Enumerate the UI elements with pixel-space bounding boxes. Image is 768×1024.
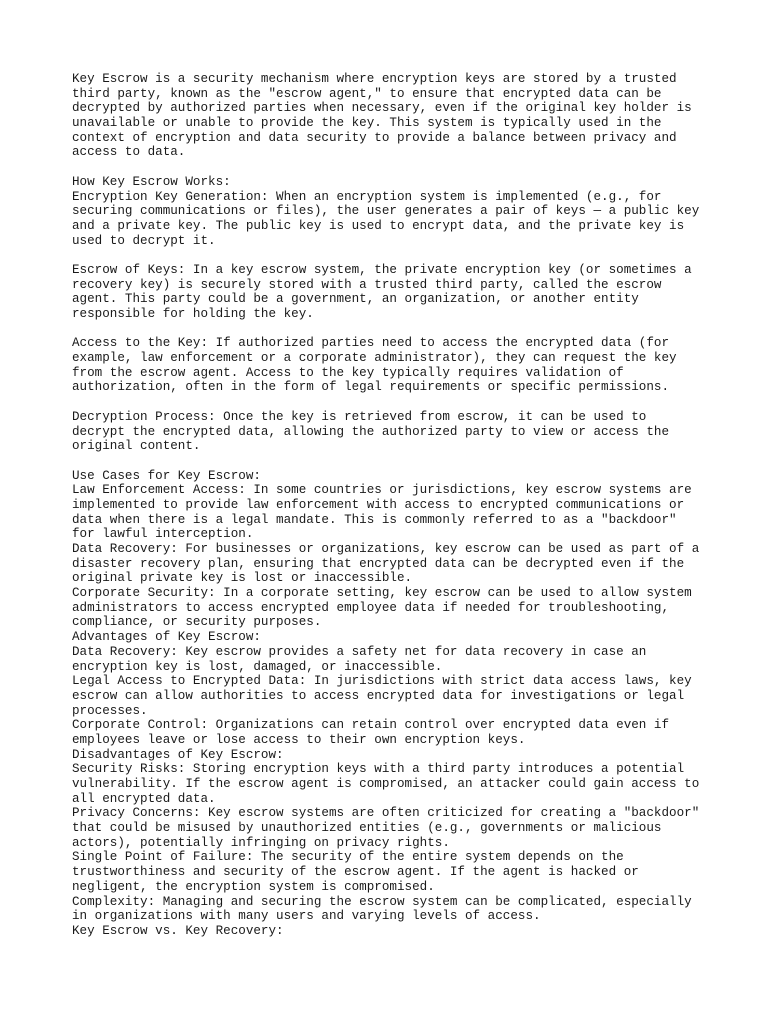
text-line: implemented to provide law enforcement with access to encrypted communications or [72,497,685,512]
text-line: disaster recovery plan, ensuring that encrypted data can be decrypted even if the [72,556,685,571]
text-line: Use Cases for Key Escrow: [72,468,261,483]
text-line: trustworthiness and security of the escrow agent. If the agent is hacked or [72,865,639,880]
text-line: for lawful interception. [72,527,254,542]
text-line: and a private key. The public key is used to encrypt data, and the private key is [72,218,685,233]
blank-line [72,322,712,337]
text-line: Legal Access to Encrypted Data: In jurisdictions with strict data access laws, key [72,674,692,689]
blank-line [72,248,712,263]
blank-line [72,454,712,469]
text-line: encryption key is lost, damaged, or inaccessible. [72,659,443,674]
text-line: that could be misused by unauthorized entities (e.g., governments or malicious [72,821,662,836]
text-line: Key Escrow is a security mechanism where encryption keys are stored by a trusted [72,72,677,86]
text-line: Advantages of Key Escrow: [72,630,261,645]
text-line: from the escrow agent. Access to the key typically requires validation of [72,365,624,380]
text-line: Security Risks: Storing encryption keys with a third party introduces a potential [72,762,685,777]
text-line: vulnerability. If the escrow agent is compromised, an attacker could gain access to [72,777,700,791]
text-line: example, law enforcement or a corporate administrator), they can request the key [72,351,677,366]
text-line: decrypt the encrypted data, allowing the authorized party to view or access the [72,424,670,439]
text-line: administrators to access encrypted employee data if needed for troubleshooting, [72,600,670,615]
text-line: original content. [72,439,201,454]
text-line: Data Recovery: For businesses or organizations, key escrow can be used as part of a [72,542,700,556]
document-page [72,72,712,939]
text-line: decrypted by authorized parties when necessary, even if the original key holder is [72,101,692,116]
text-line: Law Enforcement Access: In some countries or jurisdictions, key escrow systems are [72,483,692,498]
text-line: securing communications or files), the user generates a pair of keys — a public key [72,204,700,219]
text-line: authorization, often in the form of legal requirements or specific permissions. [72,380,670,395]
text-line: How Key Escrow Works: [72,174,231,189]
blank-line [72,395,712,410]
text-line: third party, known as the "escrow agent," to ensure that encrypted data can be [72,86,662,101]
text-line: Encryption Key Generation: When an encryption system is implemented (e.g., for [72,189,662,204]
text-line: context of encryption and data security to provide a balance between privacy and [72,130,677,145]
text-line: Single Point of Failure: The security of the entire system depends on the [72,850,624,865]
text-line: Corporate Control: Organizations can retain control over encrypted data even if [72,718,670,733]
text-line: compliance, or security purposes. [72,615,322,630]
text-line: Decryption Process: Once the key is retrieved from escrow, it can be used to [72,409,647,424]
text-line: Key Escrow vs. Key Recovery: [72,923,284,938]
text-line: original private key is lost or inaccessible. [72,571,413,586]
text-line: all encrypted data. [72,791,216,806]
text-line: agent. This party could be a government, an organization, or another entity [72,292,639,307]
text-line: Escrow of Keys: In a key escrow system, the private encryption key (or sometimes a [72,262,692,277]
text-line: negligent, the encryption system is compromised. [72,879,435,894]
text-line: Data Recovery: Key escrow provides a safety net for data recovery in case an [72,644,647,659]
text-line: used to decrypt it. [72,233,216,248]
text-line: processes. [72,703,148,718]
text-line: Corporate Security: In a corporate setting, key escrow can be used to allow system [72,586,692,601]
text-line: in organizations with many users and varying levels of access. [72,909,541,924]
text-line: unavailable or unable to provide the key. This system is typically used in the [72,116,662,131]
text-line: Disadvantages of Key Escrow: [72,747,284,762]
text-line: recovery key) is securely stored with a trusted third party, called the escrow [72,277,662,292]
text-line: Access to the Key: If authorized parties need to access the encrypted data (for [72,336,670,351]
text-line: escrow can allow authorities to access encrypted data for investigations or legal [72,688,685,703]
blank-line [72,160,712,175]
text-line: Privacy Concerns: Key escrow systems are often criticized for creating a "backdoor" [72,806,700,821]
text-line: responsible for holding the key. [72,307,314,321]
text-line: employees leave or lose access to their own encryption keys. [72,732,526,747]
text-line: actors), potentially infringing on privacy rights. [72,835,450,850]
text-line: data when there is a legal mandate. This is commonly referred to as a "backdoor" [72,512,677,527]
text-line: access to data. [72,145,186,160]
text-line: Complexity: Managing and securing the escrow system can be complicated, especially [72,894,692,909]
